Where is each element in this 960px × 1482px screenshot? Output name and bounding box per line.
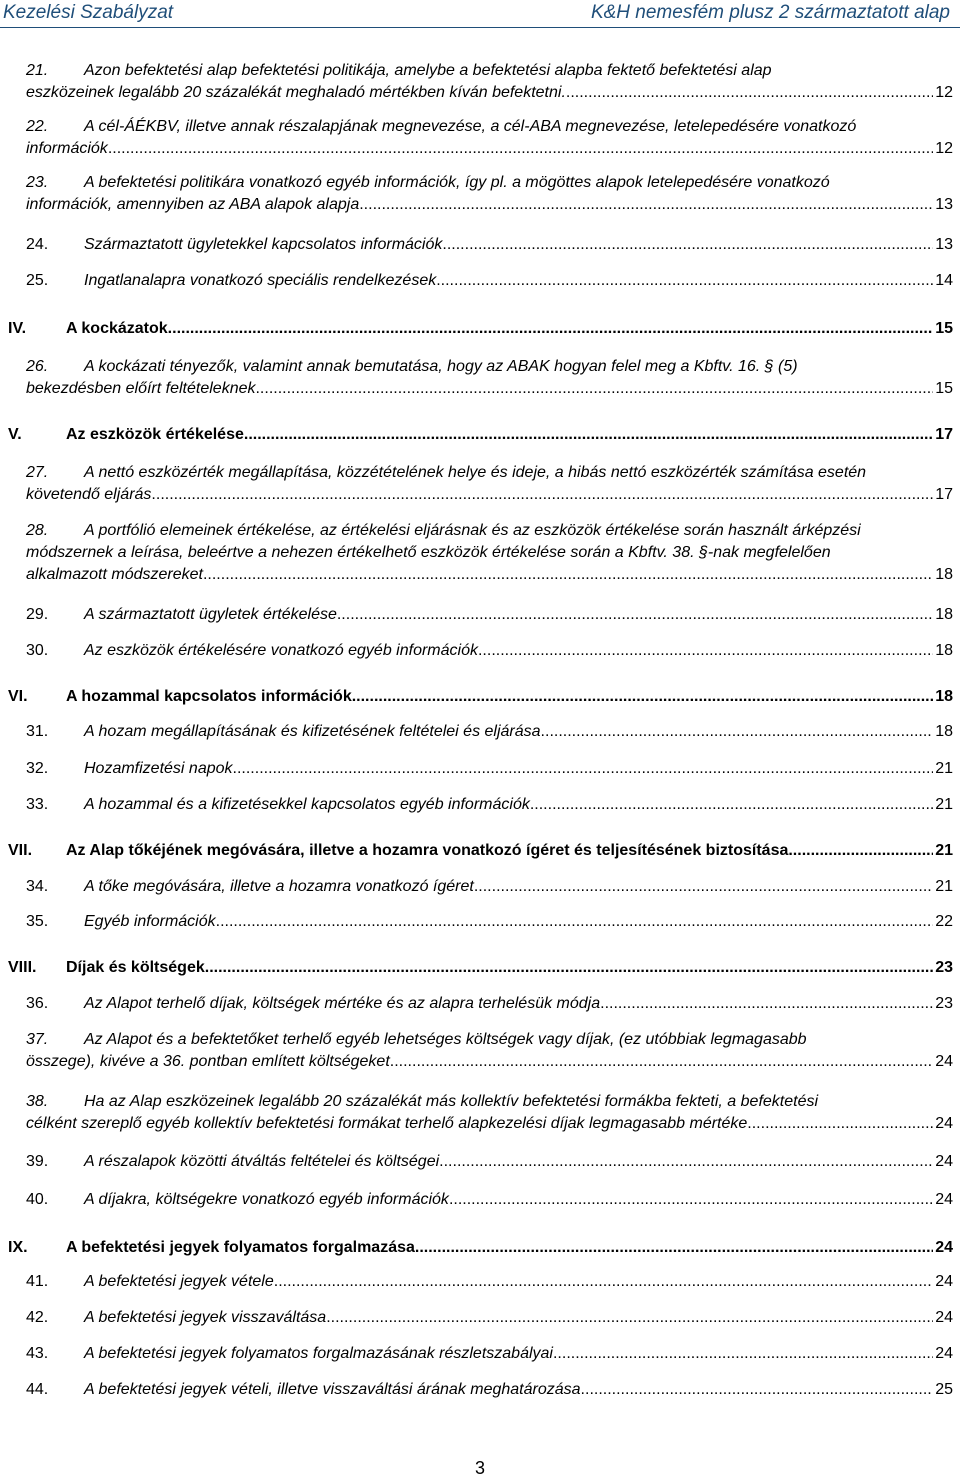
toc-entry-page: 24: [935, 1053, 953, 1070]
toc-entry-text: A befektetési politikára vonatkozó egyéb információk, így pl. a mögöttes alapok letelepedésére vonatkozó: [84, 174, 830, 191]
toc-dot-leader: [474, 876, 933, 898]
toc-entry-title: Hozamfizetési napok: [84, 760, 233, 777]
toc-entry-title: A befektetési jegyek visszaváltása: [84, 1309, 327, 1326]
toc-entry-page: 12: [935, 84, 953, 101]
toc-entry-title: Díjak és költségek: [66, 959, 205, 976]
toc-entry-text: Ha az Alap eszközeinek legalább 20 százalékát más kollektív befektetési formákba fekteti, a befektetési: [84, 1093, 819, 1110]
toc-entry-text-line: [26, 116, 953, 138]
toc-entry-text: A portfólió elemeinek értékelése, az értékelési eljárásnak és az eszközök értékelése során használt árképzési: [84, 522, 861, 539]
toc-entry[interactable]: [0, 1091, 960, 1135]
toc-entry-number: 22.: [26, 118, 49, 135]
toc-dot-leader: [436, 270, 933, 292]
toc-entry-last-line: [26, 270, 953, 292]
toc-entry-last-line: [26, 484, 953, 506]
toc-entry-text: A cél-ÁÉKBV, illetve annak részalapjának megnevezése, a cél-ABA megnevezése, letelepedésére vonatkozó: [84, 118, 857, 135]
toc-entry-page: 25: [935, 1381, 953, 1398]
toc-entry-last-line: [26, 194, 953, 216]
header-title-left: Kezelési Szabályzat: [3, 2, 174, 23]
toc-entry-page: 17: [935, 426, 953, 443]
toc-entry[interactable]: [0, 1189, 960, 1211]
toc-entry-title: bekezdésben előírt feltételeknek: [26, 380, 256, 397]
toc-entry-number: 26.: [26, 358, 49, 375]
toc-entry-title: információk: [26, 140, 108, 157]
toc-entry-number: 21.: [26, 62, 49, 79]
toc-entry-text: módszernek a leírása, beleértve a nehezen értékelhető eszközök értékelése során a Kbftv. 38. §-nak megfelelően: [26, 544, 831, 561]
toc-entry-number: 24.: [26, 236, 49, 253]
toc-entry-number: VIII.: [8, 959, 37, 976]
toc-entry-last-line: [26, 1151, 953, 1173]
toc-entry-page: 24: [935, 1115, 953, 1132]
toc-entry-title: A tőke megóvására, illetve a hozamra vonatkozó ígéret: [84, 878, 474, 895]
toc-dot-leader: [352, 686, 933, 708]
toc-entry-page: 13: [935, 236, 953, 253]
toc-entry-last-line: [26, 564, 953, 586]
toc-dot-leader: [337, 604, 933, 626]
toc-entry[interactable]: [0, 1379, 960, 1401]
toc-entry-text-line: [26, 462, 953, 484]
toc-dot-leader: [108, 138, 933, 160]
toc-entry-last-line: [26, 378, 953, 400]
toc-entry[interactable]: [0, 1151, 960, 1173]
toc-entry-number: 40.: [26, 1191, 49, 1208]
toc-entry-title: A befektetési jegyek vétele: [84, 1273, 274, 1290]
toc-dot-leader: [788, 840, 933, 862]
toc-entry-last-line: [26, 1379, 953, 1401]
toc-entry[interactable]: [0, 721, 960, 743]
toc-entry-number: VI.: [8, 688, 28, 705]
toc-dot-leader: [168, 318, 934, 340]
toc-entry-page: 21: [935, 760, 953, 777]
toc-entry-last-line: [26, 640, 953, 662]
toc-dot-leader: [151, 484, 933, 506]
toc-entry-title: követendő eljárás: [26, 486, 152, 503]
toc-entry-page: 18: [935, 566, 953, 583]
toc-section[interactable]: [0, 957, 960, 979]
toc-entry[interactable]: [0, 462, 960, 506]
page-number: 3: [474, 1458, 485, 1478]
toc-entry-number: 38.: [26, 1093, 49, 1110]
toc-entry-title: Egyéb információk: [84, 913, 216, 930]
toc-entry-number: 30.: [26, 642, 49, 659]
toc-entry-title: A származtatott ügyletek értékelése: [84, 606, 337, 623]
toc-entry-text: A nettó eszközérték megállapítása, közzétételének helye és ideje, a hibás nettó eszközérték számítása esetén: [84, 464, 867, 481]
toc-entry-title: Az Alap tőkéjének megóvására, illetve a hozamra vonatkozó ígéret és teljesítésének biztosítása: [66, 842, 789, 859]
toc-entry-title: A hozam megállapításának és kifizetésének feltételei és eljárása: [84, 723, 541, 740]
toc-section[interactable]: [0, 1237, 960, 1259]
toc-dot-leader: [553, 1343, 933, 1365]
toc-entry-last-line: [26, 1113, 953, 1135]
toc-entry-title: Az eszközök értékelése: [66, 426, 244, 443]
toc-entry-last-line: [26, 1189, 953, 1211]
toc-entry-page: 21: [935, 842, 953, 859]
toc-entry-last-line: [8, 1237, 953, 1259]
toc-entry-last-line: [26, 1343, 953, 1365]
toc-entry-last-line: [26, 138, 953, 160]
toc-entry-title: A részalapok közötti átváltás feltételei és költségei: [84, 1153, 440, 1170]
toc-entry-page: 21: [935, 878, 953, 895]
toc-entry-last-line: [8, 424, 953, 446]
toc-entry-page: 13: [935, 196, 953, 213]
toc-entry-title: Az Alapot terhelő díjak, költségek mértéke és az alapra terhelésük módja: [84, 995, 601, 1012]
toc-entry-last-line: [8, 318, 953, 340]
toc-entry-last-line: [26, 234, 953, 256]
toc-entry[interactable]: [0, 1343, 960, 1365]
toc-entry-number: 27.: [26, 464, 49, 481]
header-title-right: K&H nemesfém plusz 2 származtatott alap: [590, 2, 950, 23]
toc-entry[interactable]: [0, 270, 960, 292]
toc-entry-page: 24: [935, 1191, 953, 1208]
toc-entry-number: 44.: [26, 1381, 49, 1398]
toc-entry-text-line: [26, 172, 953, 194]
toc-entry-title: eszközeinek legalább 20 százalékát meghaladó mértékben kíván befektetni.: [26, 84, 566, 101]
toc-dot-leader: [449, 1189, 933, 1211]
toc-dot-leader: [326, 1307, 933, 1329]
toc-entry-title: A hozammal és a kifizetésekkel kapcsolatos egyéb információk: [84, 796, 530, 813]
toc-entry[interactable]: [0, 604, 960, 626]
toc-dot-leader: [415, 1237, 933, 1259]
toc-entry-last-line: [26, 604, 953, 626]
toc-entry-title: Ingatlanalapra vonatkozó speciális rendelkezések: [84, 272, 437, 289]
toc-entry-number: 23.: [26, 174, 49, 191]
toc-entry-last-line: [26, 794, 953, 816]
toc-entry-title: A hozammal kapcsolatos információk: [66, 688, 352, 705]
toc-dot-leader: [205, 957, 933, 979]
toc-entry-number: 36.: [26, 995, 49, 1012]
toc-dot-leader: [478, 640, 933, 662]
toc-entry-text: Azon befektetési alap befektetési politikája, amelybe a befektetési alapba fektető befektetési alap: [84, 62, 772, 79]
toc-entry-page: 14: [935, 272, 953, 289]
toc-entry-last-line: [26, 911, 953, 933]
toc-dot-leader: [581, 1379, 934, 1401]
toc-entry-title: célként szereplő egyéb kollektív befektetési formákat terhelő alapkezelési díjak legmagasabb mértéke: [26, 1115, 748, 1132]
toc-entry-page: 24: [935, 1309, 953, 1326]
toc-entry[interactable]: [0, 1029, 960, 1073]
toc-section[interactable]: [0, 318, 960, 340]
toc-entry-last-line: [8, 840, 953, 862]
toc-dot-leader: [439, 1151, 933, 1173]
toc-dot-leader: [233, 758, 934, 780]
toc-section[interactable]: [0, 840, 960, 862]
toc-entry-number: 31.: [26, 723, 49, 740]
toc-entry-title: A befektetési jegyek vételi, illetve visszaváltási árának meghatározása: [84, 1381, 581, 1398]
toc-entry[interactable]: [0, 356, 960, 400]
toc-entry-last-line: [26, 1271, 953, 1293]
toc-entry-number: IV.: [8, 320, 27, 337]
toc-entry[interactable]: [0, 794, 960, 816]
toc-dot-leader: [747, 1113, 933, 1135]
toc-entry-title: A befektetési jegyek folyamatos forgalmazása: [66, 1239, 415, 1256]
toc-dot-leader: [255, 378, 933, 400]
toc-entry-text-line: [26, 1029, 953, 1051]
toc-entry-text: A kockázati tényezők, valamint annak bemutatása, hogy az ABAK hogyan felel meg a Kbftv. 16. § (5): [84, 358, 798, 375]
toc-entry[interactable]: [0, 993, 960, 1015]
toc-entry-text-line: [26, 542, 953, 564]
toc-entry-last-line: [26, 876, 953, 898]
toc-entry-title: alkalmazott módszereket: [26, 566, 203, 583]
toc-entry[interactable]: [0, 520, 960, 586]
toc-entry-page: 23: [935, 959, 953, 976]
toc-entry-number: 35.: [26, 913, 49, 930]
toc-dot-leader: [390, 1051, 933, 1073]
toc-entry[interactable]: [0, 60, 960, 104]
toc-entry-page: 21: [935, 796, 953, 813]
page-header: [0, 0, 960, 30]
toc-entry-title: A díjakra, költségekre vonatkozó egyéb információk: [84, 1191, 449, 1208]
toc-entry-page: 15: [935, 380, 953, 397]
toc-entry[interactable]: [0, 116, 960, 160]
toc-entry-page: 23: [935, 995, 953, 1012]
toc-entry-number: IX.: [8, 1239, 28, 1256]
toc-entry-last-line: [26, 758, 953, 780]
toc-entry-title: információk, amennyiben az ABA alapok alapja: [26, 196, 360, 213]
toc-entry-title: Származtatott ügyletekkel kapcsolatos információk: [84, 236, 443, 253]
toc-entry-page: 24: [935, 1345, 953, 1362]
toc-entry-last-line: [8, 686, 953, 708]
toc-dot-leader: [359, 194, 933, 216]
toc-entry-page: 24: [935, 1239, 953, 1256]
toc-entry-page: 18: [935, 688, 953, 705]
toc-entry-last-line: [26, 993, 953, 1015]
header-divider: [0, 27, 960, 28]
toc-entry-title: A befektetési jegyek folyamatos forgalmazásának részletszabályai: [84, 1345, 553, 1362]
toc-dot-leader: [541, 721, 934, 743]
toc-entry-number: 39.: [26, 1153, 49, 1170]
toc-section[interactable]: [0, 686, 960, 708]
toc-entry-page: 15: [935, 320, 953, 337]
toc-entry[interactable]: [0, 640, 960, 662]
toc-entry[interactable]: [0, 1307, 960, 1329]
toc-entry-page: 18: [935, 723, 953, 740]
toc-dot-leader: [530, 794, 933, 816]
toc-entry-number: VII.: [8, 842, 33, 859]
toc-entry-last-line: [8, 957, 953, 979]
toc-entry-last-line: [26, 82, 953, 104]
toc-entry-text: Az Alapot és a befektetőket terhelő egyéb lehetséges költségek vagy díjak, (ez utóbbiak legmagasabb: [84, 1031, 807, 1048]
toc-entry-number: 43.: [26, 1345, 49, 1362]
toc-dot-leader: [274, 1271, 933, 1293]
toc-entry-number: 28.: [26, 522, 49, 539]
toc-entry-number: 34.: [26, 878, 49, 895]
toc-entry-page: 22: [935, 913, 953, 930]
toc-entry-last-line: [26, 1307, 953, 1329]
toc-dot-leader: [600, 993, 933, 1015]
toc-section[interactable]: [0, 424, 960, 446]
toc-dot-leader: [216, 911, 934, 933]
toc-entry-number: 25.: [26, 272, 49, 289]
toc-entry[interactable]: [0, 1271, 960, 1293]
toc-entry-last-line: [26, 721, 953, 743]
toc-entry-page: 17: [935, 486, 953, 503]
toc-entry[interactable]: [0, 876, 960, 898]
toc-entry-text-line: [26, 1091, 953, 1113]
toc-entry-page: 18: [935, 642, 953, 659]
toc-entry[interactable]: [0, 172, 960, 216]
toc-entry-page: 24: [935, 1273, 953, 1290]
toc-entry-page: 18: [935, 606, 953, 623]
toc-dot-leader: [203, 564, 933, 586]
toc-entry-number: 42.: [26, 1309, 49, 1326]
toc-entry-text-line: [26, 520, 953, 542]
toc-dot-leader: [442, 234, 933, 256]
toc-dot-leader: [566, 82, 933, 104]
toc-entry-title: Az eszközök értékelésére vonatkozó egyéb információk: [84, 642, 478, 659]
toc-entry-text-line: [26, 60, 953, 82]
toc-entry-page: 24: [935, 1153, 953, 1170]
toc-entry-text-line: [26, 356, 953, 378]
toc-entry-title: A kockázatok: [66, 320, 168, 337]
toc-entry-title: összege), kivéve a 36. pontban említett költségeket: [26, 1053, 390, 1070]
toc-entry-page: 12: [935, 140, 953, 157]
toc-entry-number: 41.: [26, 1273, 49, 1290]
toc-entry-number: V.: [8, 426, 22, 443]
toc-entry-number: 32.: [26, 760, 49, 777]
toc-entry[interactable]: [0, 234, 960, 256]
toc-entry[interactable]: [0, 911, 960, 933]
toc-entry-last-line: [26, 1051, 953, 1073]
toc-entry[interactable]: [0, 758, 960, 780]
toc-entry-number: 29.: [26, 606, 49, 623]
toc-entry-number: 37.: [26, 1031, 49, 1048]
toc-dot-leader: [244, 424, 933, 446]
toc-entry-number: 33.: [26, 796, 49, 813]
